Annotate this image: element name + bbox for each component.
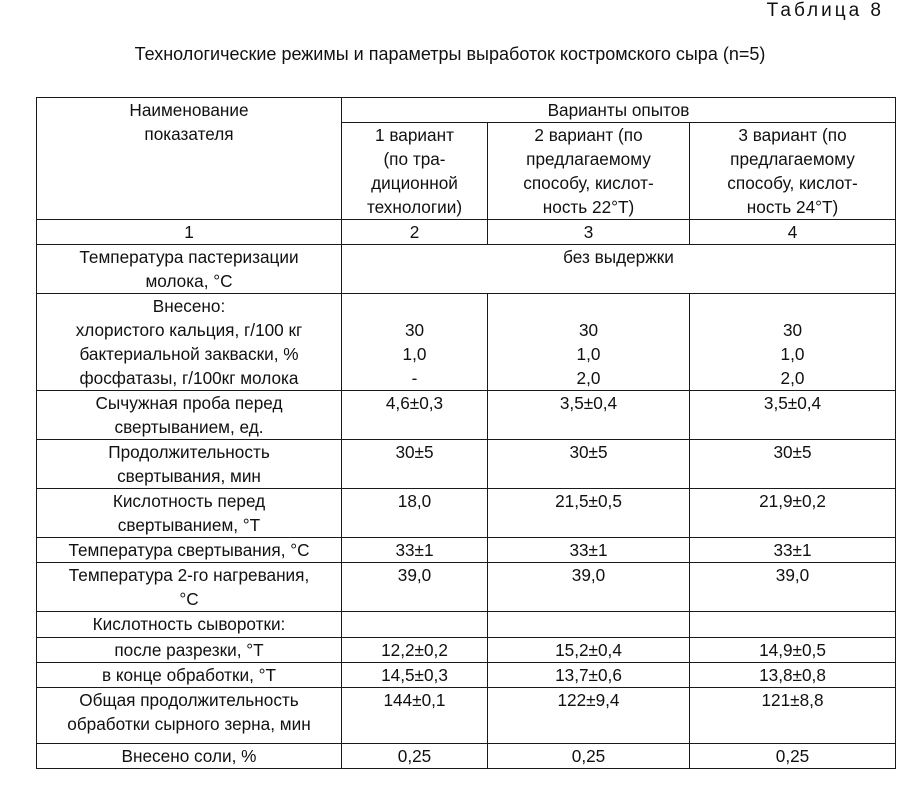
table-row <box>37 563 896 612</box>
variant-2-header: 2 вариант (по предлагаемому способу, кислот- ность 22°Т) <box>488 123 690 220</box>
cell-value: 13,8±0,8 <box>690 663 896 688</box>
cell-value: 33±1 <box>342 538 488 563</box>
cell-value: 30±5 <box>342 440 488 489</box>
cell-value: 12,2±0,2 <box>342 638 488 663</box>
cell-value: 3,5±0,4 <box>488 391 690 440</box>
row-label: Общая продолжительность обработки сырного зерна, мин <box>37 688 342 744</box>
cell-value: 30 1,0 2,0 <box>488 294 690 391</box>
row-label: после разрезки, °Т <box>37 638 342 663</box>
row-label: Кислотность сыворотки: <box>37 612 342 638</box>
empty-cell <box>488 612 690 638</box>
table-row <box>37 391 896 440</box>
cell-value: 0,25 <box>342 744 488 769</box>
cell-value: 15,2±0,4 <box>488 638 690 663</box>
row-label: Температура 2-го нагревания, °С <box>37 563 342 612</box>
table-row <box>37 744 896 769</box>
table-row <box>37 663 896 688</box>
table-row <box>37 638 896 663</box>
col-number: 2 <box>342 220 488 245</box>
variants-header: Варианты опытов <box>342 98 896 123</box>
cell-value: 18,0 <box>342 489 488 538</box>
table-caption: Технологические режимы и параметры выработок костромского сыра (n=5) <box>134 44 766 64</box>
cell-value: 21,9±0,2 <box>690 489 896 538</box>
cell-value: 4,6±0,3 <box>342 391 488 440</box>
cell-value: 30 1,0 - <box>342 294 488 391</box>
indicator-header: Наименование показателя <box>37 98 342 220</box>
cell-value: 0,25 <box>488 744 690 769</box>
cell-value: 39,0 <box>690 563 896 612</box>
col-number: 4 <box>690 220 896 245</box>
cell-value: 122±9,4 <box>488 688 690 744</box>
cell-value: 121±8,8 <box>690 688 896 744</box>
table-row <box>37 612 896 638</box>
table-row <box>37 294 896 391</box>
col-number: 3 <box>488 220 690 245</box>
row-label: Кислотность перед свертыванием, °Т <box>37 489 342 538</box>
header-row <box>37 98 896 123</box>
column-numbers-row <box>37 220 896 245</box>
cell-value: 14,9±0,5 <box>690 638 896 663</box>
row-label: Продолжительность свертывания, мин <box>37 440 342 489</box>
row-label: Внесено соли, % <box>37 744 342 769</box>
table-row <box>37 538 896 563</box>
row-label: Внесено: хлористого кальция, г/100 кг бактериальной закваски, % фосфатазы, г/100кг молока <box>37 294 342 391</box>
pasteurization-value: без выдержки <box>342 245 896 294</box>
cell-value: 39,0 <box>488 563 690 612</box>
cell-value: 144±0,1 <box>342 688 488 744</box>
variant-3-header: 3 вариант (по предлагаемому способу, кислот- ность 24°Т) <box>690 123 896 220</box>
row-label: в конце обработки, °Т <box>37 663 342 688</box>
cell-value: 14,5±0,3 <box>342 663 488 688</box>
table-row <box>37 440 896 489</box>
cell-value: 33±1 <box>488 538 690 563</box>
cell-value: 13,7±0,6 <box>488 663 690 688</box>
empty-cell <box>342 612 488 638</box>
table-row <box>37 489 896 538</box>
cell-value: 30±5 <box>488 440 690 489</box>
cell-value: 0,25 <box>690 744 896 769</box>
table-number: Таблица 8 <box>766 0 884 21</box>
cell-value: 33±1 <box>690 538 896 563</box>
cell-value: 21,5±0,5 <box>488 489 690 538</box>
cell-value: 30±5 <box>690 440 896 489</box>
row-label: Температура свертывания, °С <box>37 538 342 563</box>
table-row <box>37 688 896 744</box>
parameters-table <box>36 97 896 769</box>
cell-value: 3,5±0,4 <box>690 391 896 440</box>
row-label: Сычужная проба перед свертыванием, ед. <box>37 391 342 440</box>
table-row <box>37 245 896 294</box>
col-number: 1 <box>37 220 342 245</box>
empty-cell <box>690 612 896 638</box>
variant-1-header: 1 вариант (по тра- диционной технологии) <box>342 123 488 220</box>
cell-value: 39,0 <box>342 563 488 612</box>
row-label: Температура пастеризации молока, °С <box>37 245 342 294</box>
cell-value: 30 1,0 2,0 <box>690 294 896 391</box>
